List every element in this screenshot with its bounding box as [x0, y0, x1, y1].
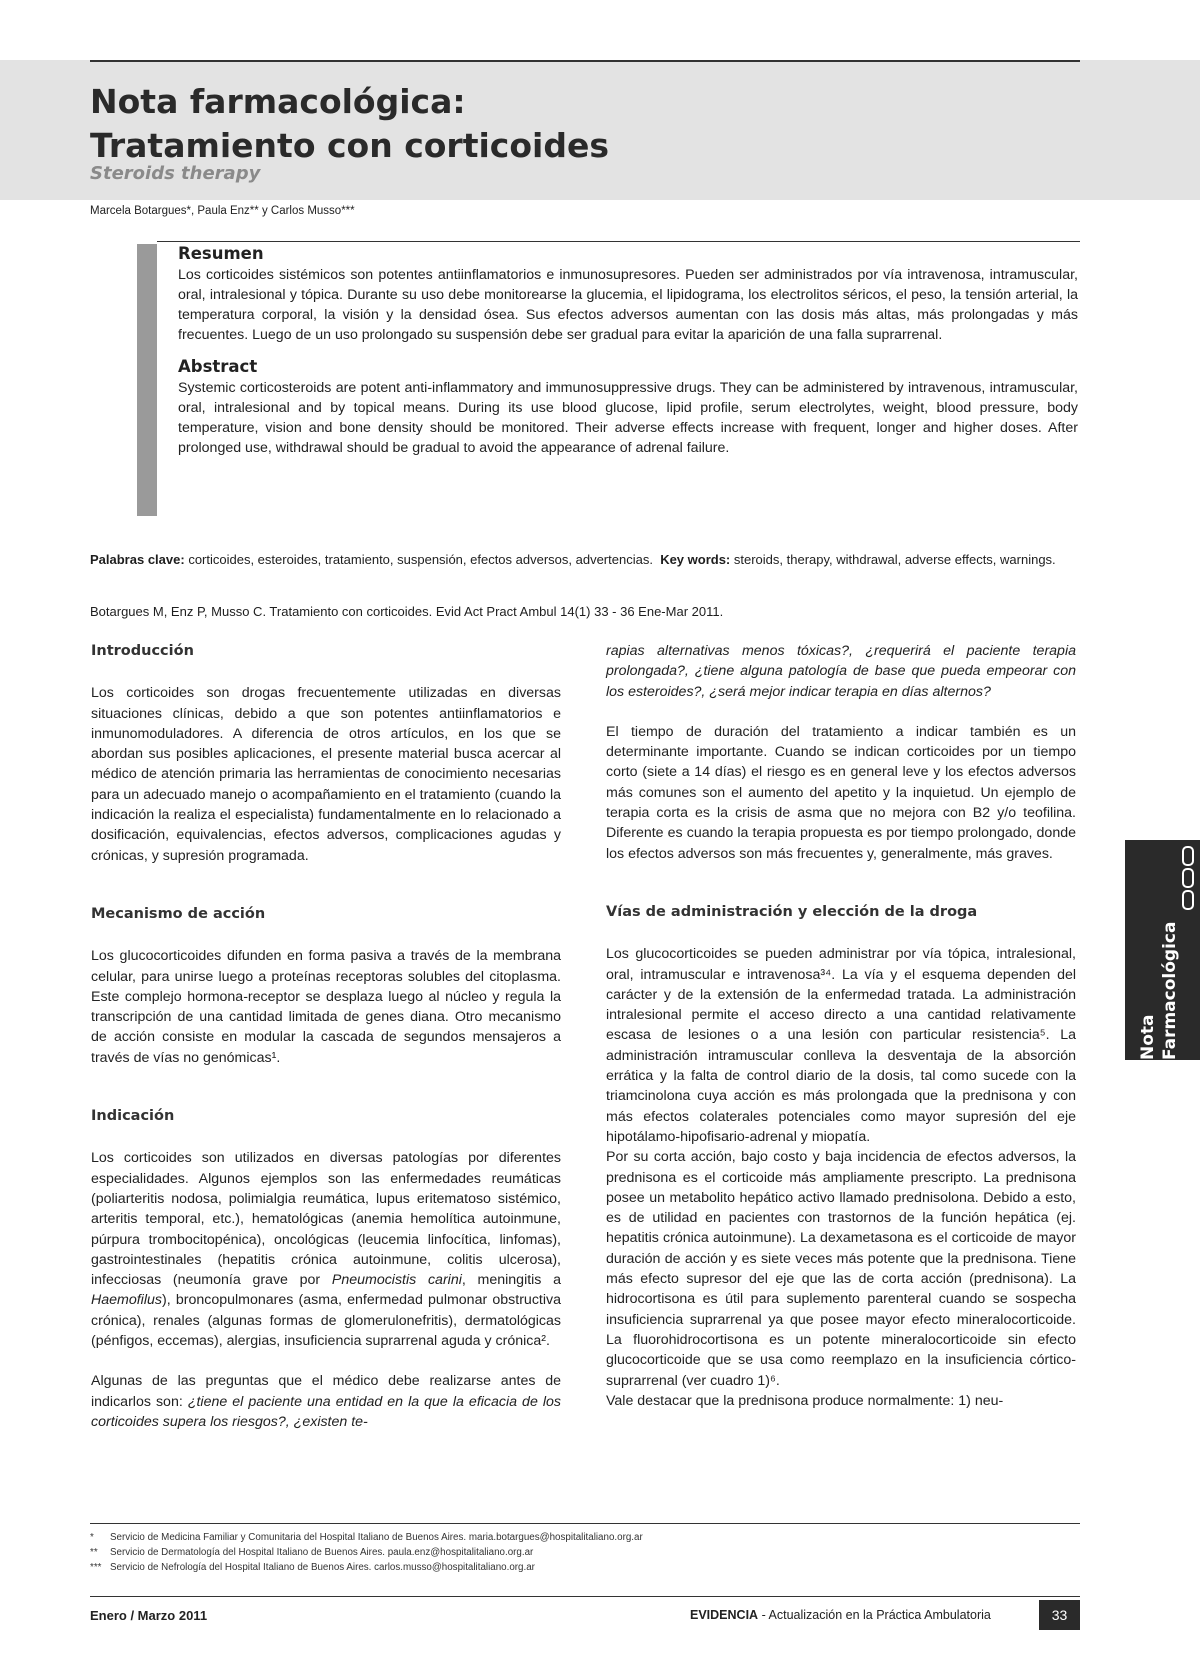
footnote: * Servicio de Medicina Familiar y Comunitaria del Hospital Italiano de Buenos Aires. maria.botargues@hospitalitaliano.org.ar [90, 1532, 643, 1543]
footer-journal [690, 1608, 991, 1622]
abstract-section [178, 244, 1078, 458]
citation: Botargues M, Enz P, Musso C. Tratamiento con corticoides. Evid Act Pract Ambul 14(1) 33 - 36 Ene-Mar 2011. [90, 604, 724, 619]
keywords [90, 550, 1080, 570]
title-line-2: Tratamiento con corticoides [90, 126, 609, 165]
side-tab-line1: Nota [1138, 1014, 1158, 1060]
resumen-text: Los corticoides sistémicos son potentes antiinflamatorios e inmunosupresores. Pueden ser administrados por vía intravenosa, intramuscular, oral, intralesional y tópica. Durante su uso debe monitorearse la glucemia, el lipidograma, los electrolitos séricos, el peso, la tensión arterial, la temperatura corporal, la visión y la densidad ósea. Sus efectos adversos aumentan con las dosis más altas, más prolongadas y más frecuentes. Luego de un uso prolongado su suspensión debe ser gradual para evitar la aparición de una falla suprarrenal. [178, 267, 1078, 343]
abstract-top-rule [157, 241, 1080, 242]
resumen-heading: Resumen [178, 244, 264, 263]
footer-date: Enero / Marzo 2011 [90, 1608, 208, 1623]
keywords-es-label: Palabras clave: [90, 552, 185, 567]
vias-heading: Vías de administración y elección de la droga [606, 903, 978, 920]
intro-text: Los corticoides son drogas frecuentemente utilizadas en diversas situaciones clínicas, debido a que son potentes antiinflamatorios e inmunomoduladores. A diferencia de otros artículos, en los que se abordan sus posibles aplicaciones, el presente material busca acercar al médico de atención primaria las herramientas de conocimiento necesarias para un adecuado manejo o acompañamiento en el tratamiento (cuando la indicación la realiza el especialista) fundamentalmente en lo relacionado a dosificación, equivalencias, efectos adversos, complicaciones agudas y crónicas, y supresión programada. [91, 685, 561, 864]
intro-heading: Introducción [91, 643, 194, 659]
footnote: ** Servicio de Dermatología del Hospital Italiano de Buenos Aires. paula.enz@hospitalitaliano.org.ar [90, 1547, 534, 1558]
keywords-es-text: corticoides, esteroides, tratamiento, suspensión, efectos adversos, advertencias. [188, 552, 653, 567]
footnote-rule [90, 1523, 1080, 1524]
tiempo-text: El tiempo de duración del tratamiento a indicar también es un determinante importante. Cuando se indican corticoides por un tiempo corto (siete a 14 días) el riesgo es en general leve y los efectos adversos más comunes son el aumento del apetito y la inquietud. Un ejemplo de terapia corta es la crisis de asma que no mejora con B2 y/o teofilina. Diferente es cuando la terapia propuesta es por tiempo prolongado, donde los efectos adversos son más frecuentes y, generalmente, más graves. [606, 723, 1076, 862]
top-rule [90, 60, 1080, 62]
page-subtitle: Steroids therapy [90, 163, 261, 184]
preguntas-continued: rapias alternativas menos tóxicas?, ¿requerirá el paciente terapia prolongada?, ¿tiene alguna patología de base que pueda empeorar con los esteroides?, ¿será mejor indicar terapia en días alternos? [606, 643, 1076, 700]
page-number: 33 [1039, 1600, 1080, 1630]
preguntas-text: Algunas de las preguntas que el médico debe realizarse antes de indicarlos son: ¿tiene el paciente una entidad en la que la eficacia de los corticoides supera los riesgos?, ¿existen te- [91, 1373, 561, 1430]
pill-icon [1182, 846, 1194, 910]
mecanismo-heading: Mecanismo de acción [91, 905, 266, 922]
footer-rule [90, 1596, 1080, 1597]
right-column [606, 641, 1076, 1411]
abstract-text: Systemic corticosteroids are potent anti-inflammatory and immunosuppressive drugs. They can be administered by intravenous, intramuscular, oral, intralesional and by topical means. During its use blood glucose, lipid profile, serum electrolytes, weight, blood pressure, body temperature, vision and bone density should be monitored. Their adverse effects increase with frequent, longer and higher doses. After prolonged use, withdrawal should be gradual to avoid the appearance of adrenal failure. [178, 380, 1078, 456]
abstract-heading: Abstract [178, 357, 258, 376]
journal-subtitle: - Actualización en la Práctica Ambulatoria [761, 1608, 991, 1622]
left-column [91, 641, 561, 1432]
vias-text-2: Por su corta acción, bajo costo y baja incidencia de efectos adversos, la prednisona es el corticoide más ampliamente prescripto. La prednisona posee un metabolito hepático activo llamado prednisolona. Debido a esto, es de utilidad en pacientes con trastornos de la función hepática (ej. hepatitis crónica autoinmune). La dexametasona es el corticoide de mayor duración de acción y es siete veces más potente que la prednisona. Tiene más efecto supresor del eje que las de corta acción (prednisona). La hidrocortisona es útil para suplemento parenteral cuando se sospecha insuficiencia suprarrenal ya que posee mayor efecto mineralocorticoide. La fluorohidrocortisona es un potente mineralocorticoide sin efecto glucocorticoide que se usa como reemplazo en la insuficiencia córtico-suprarrenal (ver cuadro 1)⁶. [606, 1149, 1076, 1389]
authors: Marcela Botargues*, Paula Enz** y Carlos Musso*** [90, 205, 355, 217]
journal-name: EVIDENCIA [690, 1608, 759, 1622]
abstract-side-bar [137, 244, 157, 516]
indicacion-text: Los corticoides son utilizados en diversas patologías por diferentes especialidades. Algunos ejemplos son las enfermedades reumáticas (poliarteritis nodosa, polimialgia reumática, lupus eritematoso sistémico, arteritis temporal, etc.), hematológicas (anemia hemolítica autoinmune, púrpura trombocitopénica), oncológicas (leucemia linfocítica, linfomas), gastrointestinales (hepatitis crónica autoinmune, colitis ulcerosa), infecciosas (neumonía grave por Pneumocistis carini, meningitis a Haemofilus), broncopulmonares (asma, enfermedad pulmonar obstructiva crónica), renales (algunas formas de glomerulonefritis), dermatológicas (pénfigos, eccemas), alergias, insuficiencia suprarrenal aguda y crónica². [91, 1150, 562, 1350]
keywords-en-text: steroids, therapy, withdrawal, adverse effects, warnings. [733, 552, 1056, 567]
footnote: *** Servicio de Nefrología del Hospital Italiano de Buenos Aires. carlos.musso@hospitalitaliano.org.ar [90, 1562, 535, 1573]
title-line-1: Nota farmacológica: [90, 82, 466, 121]
indicacion-heading: Indicación [91, 1108, 175, 1125]
footnotes [90, 1530, 1080, 1575]
side-tab-label [1137, 860, 1181, 1060]
side-tab-line2: Farmacológica [1160, 921, 1180, 1060]
page-title [90, 80, 609, 168]
mecanismo-text: Los glucocorticoides difunden en forma pasiva a través de la membrana celular, para unirse luego a proteínas receptoras solubles del citoplasma. Este complejo hormona-receptor se desplaza luego al núcleo y regula la transcripción de una cantidad limitada de genes diana. Otro mecanismo de acción consiste en modular la cascada de segundos mensajeros a través de vías no genómicas¹. [91, 948, 561, 1066]
vias-text-3: Vale destacar que la prednisona produce normalmente: 1) neu- [606, 1392, 1004, 1409]
vias-text-1: Los glucocorticoides se pueden administrar por vía tópica, intralesional, oral, intramuscular e intravenosa³⁴. La vía y el esquema dependen del carácter y de la extensión de la enfermedad tratada. La administración intralesional permite el acceso directo a una cantidad relativamente escasa de lesiones o a una lesión con particular resistencia⁵. La administración intramuscular conlleva la desventaja de la absorción errática y la falta de control diario de la dosis, tal como sucede con la triamcinolona cuya acción es más prolongada que la prednisona y con más efectos colaterales potenciales como mayor supresión del eje hipotálamo-hipofisario-adrenal y miopatía. [606, 946, 1076, 1145]
keywords-en-label: Key words: [660, 552, 731, 567]
